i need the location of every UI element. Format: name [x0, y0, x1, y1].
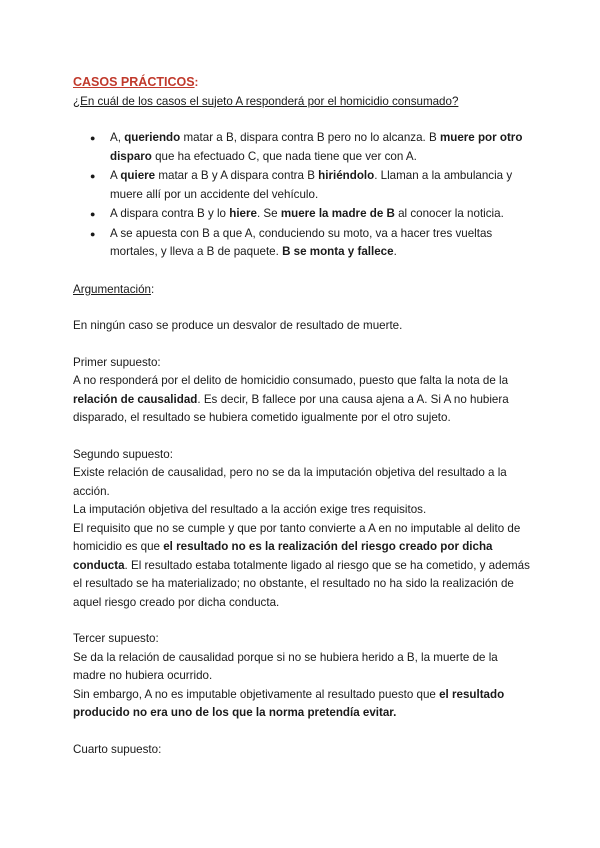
text-run: El requisito que no se cumple y que por tanto convierte a A en no imputable al delito de homicidio es que	[73, 521, 521, 553]
question-text: ¿En cuál de los casos el sujeto A responderá por el homicidio consumado?	[73, 94, 459, 108]
case-item	[110, 225, 533, 262]
text-run: A no responderá por el delito de homicidio consumado, puesto que falta la nota de la	[73, 374, 509, 387]
section-heading: Primer supuesto:	[73, 355, 161, 369]
text-run: . El resultado estaba totalmente ligado al riesgo que se ha cometido, y además el resultado se ha materializado; no obstante, el resultado no ha sido la realización de aquel riesgo creado por dicha conducta.	[73, 558, 530, 609]
bold-run: relación de causalidad	[73, 392, 198, 406]
section-heading: Tercer supuesto:	[73, 632, 159, 645]
bold-run: queriendo	[124, 131, 181, 144]
text-run: .	[393, 245, 397, 258]
text-run: Se da la relación de causalidad porque si no se hubiera herido a B, la muerte de la madre no hubiera ocurrido.	[73, 650, 498, 682]
text-run: matar a B y A dispara contra B	[155, 169, 319, 182]
argumentation-intro: En ningún caso se produce un desvalor de resultado de muerte.	[73, 319, 403, 332]
cases-list	[73, 129, 533, 262]
text-run: . Es decir, B fallece por una causa ajena a A. Si A no hubiera disparado, el resultado se hubiera cometido igualmente por el otro sujeto.	[73, 392, 509, 424]
bold-run: el resultado no es la realización del riesgo creado por dicha conducta	[73, 540, 493, 572]
text-run: A se apuesta con B a que A, conduciendo su moto, va a hacer tres vueltas mortales, y lleva a B de paquete.	[110, 226, 493, 258]
argument-sections	[73, 336, 533, 760]
section-heading: Cuarto supuesto:	[73, 742, 162, 756]
section-paragraph	[73, 520, 533, 613]
bold-run: quiere	[120, 169, 156, 182]
text-run: . Llaman a la ambulancia y muere allí por un accidente del vehículo.	[110, 169, 513, 201]
text-run: A	[110, 169, 121, 182]
text-run: Sin embargo, A no es imputable objetivamente al resultado puesto que	[73, 687, 440, 701]
text-run: al conocer la noticia.	[394, 207, 504, 220]
document-page	[73, 73, 533, 759]
argumentation-heading: Argumentación:	[73, 282, 155, 296]
case-item	[110, 205, 533, 224]
text-run: A dispara contra B y lo	[110, 207, 230, 220]
section-paragraph	[73, 464, 533, 501]
section-paragraph	[73, 501, 533, 520]
text-run: matar a B, dispara contra B pero no lo alcanza. B	[180, 131, 440, 144]
section-paragraph	[73, 649, 533, 686]
document-title: CASOS PRÁCTICOS:	[73, 75, 199, 89]
text-run: A,	[110, 131, 125, 144]
bold-run: muere la madre de B	[280, 207, 395, 220]
section-paragraph	[73, 372, 533, 428]
section-paragraph	[73, 686, 533, 723]
bold-run: hiriéndolo	[318, 169, 375, 182]
text-run: . Se	[256, 207, 281, 220]
text-run: Existe relación de causalidad, pero no se da la imputación objetiva del resultado a la acción.	[73, 466, 507, 498]
bold-run: hiere	[229, 207, 257, 220]
case-item	[110, 167, 533, 204]
bold-run: el resultado producido no era uno de los que la norma pretendía evitar.	[73, 687, 505, 719]
bold-run: muere por otro disparo	[110, 131, 523, 163]
text-run: La imputación objetiva del resultado a la acción exige tres requisitos.	[73, 503, 427, 516]
text-run: que ha efectuado C, que nada tiene que ver con A.	[151, 149, 417, 163]
case-item	[110, 129, 533, 166]
section-heading: Segundo supuesto:	[73, 447, 173, 461]
bold-run: B se monta y fallece	[282, 245, 394, 258]
